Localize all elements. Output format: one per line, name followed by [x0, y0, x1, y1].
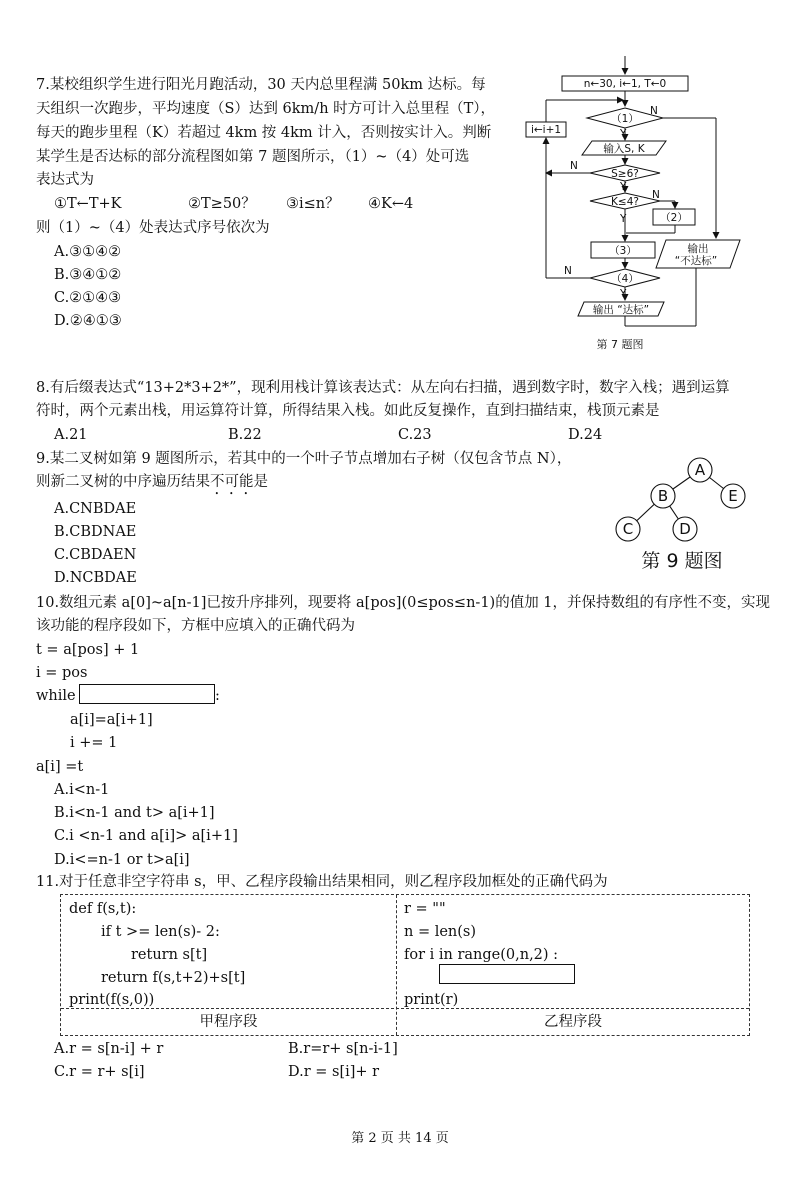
fc-yes-label: Y: [620, 128, 627, 140]
fc-cond-s-label: S≥6?: [611, 168, 639, 180]
q10-code-line-6: a[i] =t: [36, 759, 84, 775]
q10-option-b[interactable]: B.i<n-1 and t> a[i+1]: [54, 805, 215, 821]
q11-right-code-4: print(r): [404, 992, 459, 1008]
q9-option-a[interactable]: A.CNBDAE: [54, 501, 137, 517]
q8-line-1: 8.有后缀表达式“13+2*3+2*”，现利用栈计算该表达式：从左向右扫描，遇到数字时，数字入栈；遇到运算: [36, 380, 730, 396]
page-footer: 第 2 页 共 14 页: [351, 1131, 449, 1146]
q9-line-1: 9.某二叉树如第 9 题图所示，若其中的一个叶子节点增加右子树（仅包含节点 N），: [36, 451, 572, 467]
fc-no-label: N: [652, 189, 660, 201]
q10-line-2: 该功能的程序段如下，方框中应填入的正确代码为: [36, 618, 355, 634]
fc-out-fail-label-1: 输出: [687, 243, 709, 255]
q11-left-code-2: if t >= len(s)- 2:: [101, 924, 220, 940]
q9-line-2-emphasis: 不可能: [210, 474, 254, 490]
q11-right-code-1: r = "": [404, 901, 446, 917]
q7-line-3: 每天的跑步里程（K）若超过 4km 按 4km 计入，否则按实计入。判断: [36, 125, 492, 141]
q7-line-1: 7.某校组织学生进行阳光月跑活动，30 天内总里程满 50km 达标。每: [36, 77, 486, 93]
tree-label-b: B: [657, 487, 669, 505]
fc-caption: 第 7 题图: [596, 338, 644, 351]
q10-code-line-2: i = pos: [36, 665, 88, 681]
fc-box4-label: （4）: [611, 273, 639, 285]
q7-expr-3: ③i≤n？: [286, 196, 340, 212]
q11-option-b[interactable]: B.r=r+ s[n-i-1]: [288, 1041, 398, 1057]
q9-option-c[interactable]: C.CBDAEN: [54, 547, 137, 563]
q10-code-line-1: t = a[pos] + 1: [36, 642, 140, 658]
q10-option-d[interactable]: D.i<=n-1 or t>a[i]: [54, 852, 190, 868]
tree-label-a: A: [694, 461, 706, 479]
q9-option-d[interactable]: D.NCBDAE: [54, 570, 137, 586]
fc-box2-label: （2）: [660, 212, 688, 224]
fc-yes-label: Y: [620, 213, 627, 225]
q7-question: 则（1）~（4）处表达式序号依次为: [36, 220, 270, 236]
q9-tree-diagram: [600, 452, 760, 577]
q10-code-while: while: [36, 688, 76, 704]
q10-option-c[interactable]: C.i <n-1 and a[i]> a[i+1]: [54, 828, 238, 844]
q10-code-line-4: a[i]=a[i+1]: [70, 712, 153, 728]
fc-yes-label: Y: [620, 288, 627, 300]
tree-label-c: C: [622, 520, 634, 538]
q9-line-2-pre: 则新二叉树的中序遍历结果: [36, 474, 210, 490]
q10-line-1: 10.数组元素 a[0]~a[n-1]已按升序排列，现要将 a[pos](0≤pos≤n-1)的值加 1，并保持数组的有序性不变，实现: [36, 595, 771, 611]
q11-left-code-3: return s[t]: [131, 947, 208, 963]
fc-box1-label: （1）: [611, 113, 639, 125]
q11-option-c[interactable]: C.r = r+ s[i]: [54, 1064, 145, 1080]
q11-left-code-5: print(f(s,0)): [69, 992, 155, 1008]
tree-label-e: E: [728, 487, 738, 505]
q7-line-2: 天组织一次跑步，平均速度（S）达到 6km/h 时方可计入总里程（T），: [36, 101, 496, 117]
q11-option-d[interactable]: D.r = s[i]+ r: [288, 1064, 380, 1080]
q10-code-line-5: i += 1: [70, 735, 118, 751]
fc-no-label: N: [570, 160, 578, 172]
q7-expr-1: ①T←T+K: [54, 196, 122, 212]
q11-left-code-4: return f(s,t+2)+s[t]: [101, 970, 246, 986]
fc-no-label: N: [650, 105, 658, 117]
q8-option-b[interactable]: B.22: [228, 427, 262, 443]
q7-option-d[interactable]: D.②④①③: [54, 313, 122, 329]
q7-expr-2: ②T≥50？: [188, 196, 256, 212]
q10-option-a[interactable]: A.i<n-1: [54, 782, 110, 798]
q7-option-a[interactable]: A.③①④②: [54, 244, 122, 260]
fc-yes-label: Y: [620, 181, 627, 193]
q10-answer-box[interactable]: [79, 684, 215, 704]
q11-line: 11.对于任意非空字符串 s，甲、乙程序段输出结果相同，则乙程序段加框处的正确代码为: [36, 874, 608, 890]
q9-line-2-post: 是: [253, 474, 268, 490]
q9-line-2: [36, 473, 268, 498]
q8-line-2: 符时，两个元素出栈，用运算符计算，所得结果入栈。如此反复操作，直到扫描结束，栈顶元素是: [36, 403, 660, 419]
q11-answer-box[interactable]: [439, 964, 575, 984]
q11-code-table: [60, 894, 750, 1036]
fc-increment-label: i←i+1: [530, 124, 562, 136]
fc-cond-k-label: K≤4?: [611, 196, 639, 208]
q7-flowchart: [520, 50, 760, 355]
q10-code-colon: :: [215, 688, 220, 704]
q11-right-code-3: for i in range(0,n,2) :: [404, 947, 559, 963]
q7-line-4: 某学生是否达标的部分流程图如第 7 题图所示，（1）~（4）处可选: [36, 149, 470, 165]
q8-option-d[interactable]: D.24: [568, 427, 603, 443]
tree-label-d: D: [679, 520, 691, 538]
q7-expr-4: ④K←4: [368, 196, 414, 212]
fc-init-label: n←30, i←1, T←0: [583, 78, 667, 90]
fc-no-label: N: [564, 265, 572, 277]
q9-option-b[interactable]: B.CBDNAE: [54, 524, 137, 540]
q7-option-b[interactable]: B.③④①②: [54, 267, 122, 283]
fc-out-pass-label: 输出 “达标”: [592, 304, 650, 316]
q11-option-a[interactable]: A.r = s[n-i] + r: [54, 1041, 164, 1057]
q11-left-code-1: def f(s,t):: [69, 901, 137, 917]
q8-option-a[interactable]: A.21: [54, 427, 88, 443]
q11-right-label: 乙程序段: [544, 1014, 602, 1030]
q8-option-c[interactable]: C.23: [398, 427, 432, 443]
fc-box3-label: （3）: [609, 245, 637, 257]
q7-line-5: 表达式为: [36, 172, 94, 188]
q11-right-code-2: n = len(s): [404, 924, 477, 940]
q7-option-c[interactable]: C.②①④③: [54, 290, 122, 306]
q11-left-label: 甲程序段: [199, 1014, 258, 1030]
tree-caption: 第 9 题图: [641, 550, 723, 572]
fc-out-fail-label-2: “不达标”: [674, 255, 718, 267]
fc-input-label: 输入S, K: [603, 143, 645, 155]
